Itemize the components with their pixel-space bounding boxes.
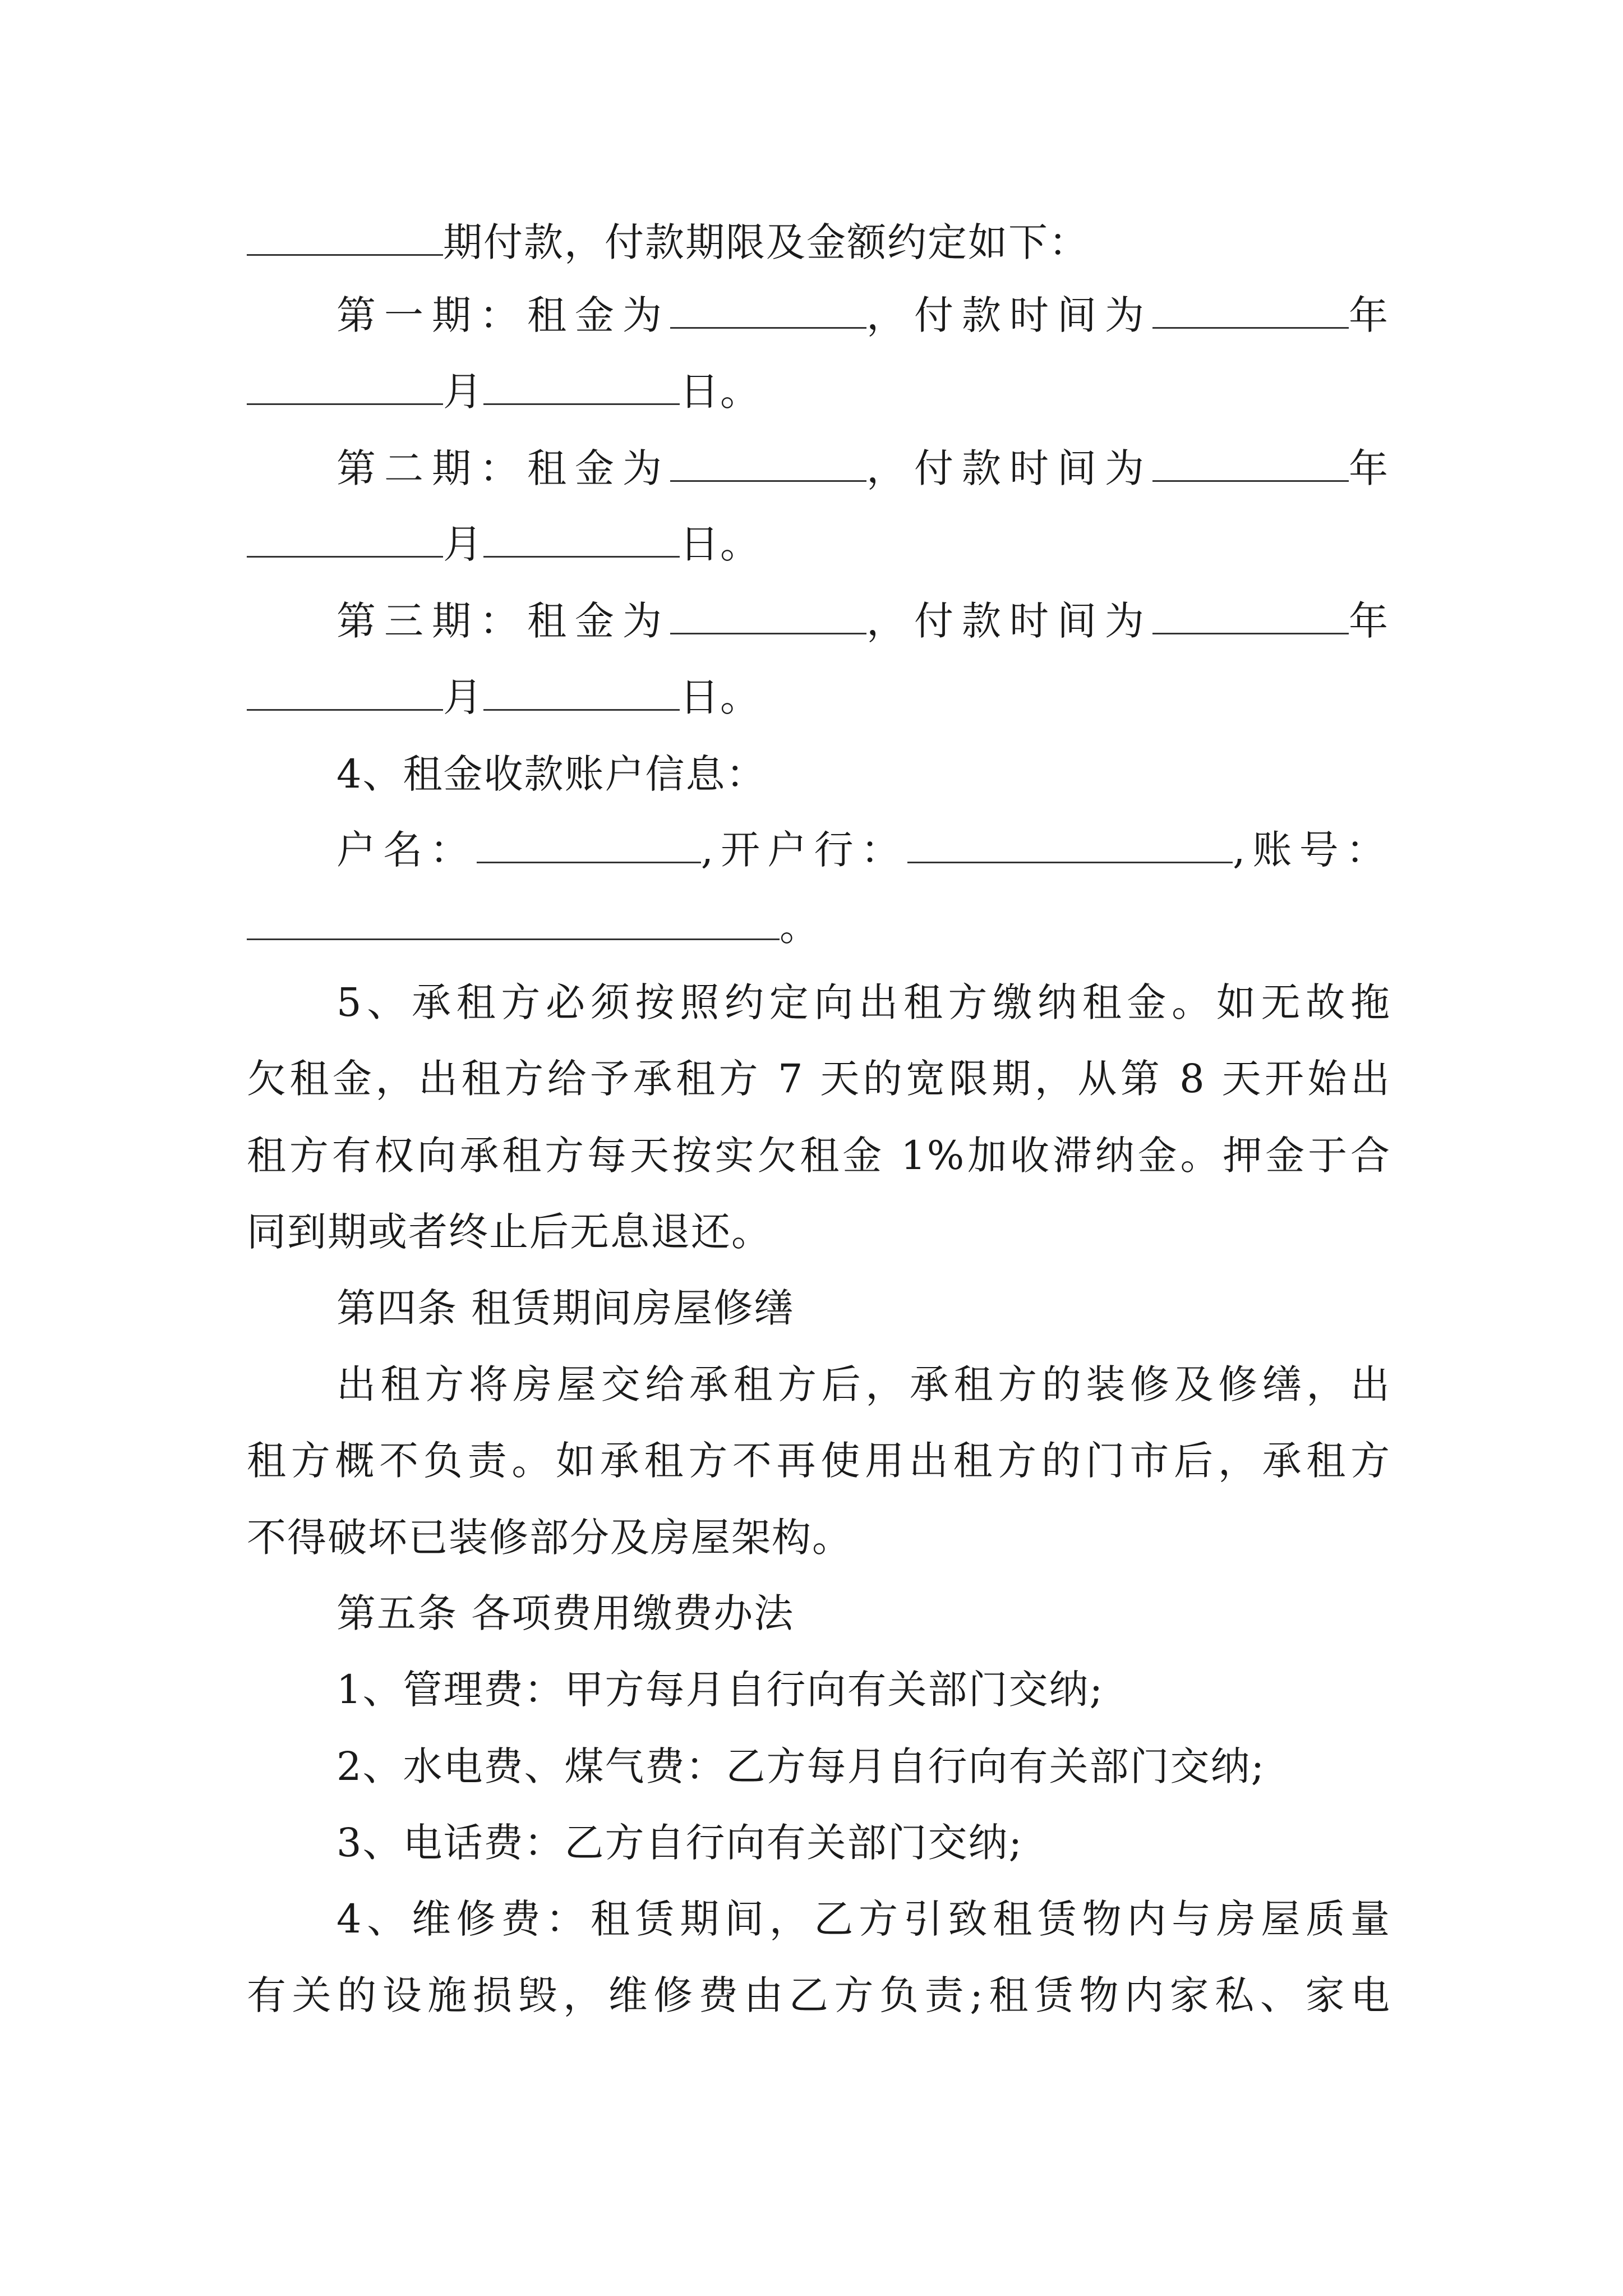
account-number-label: ,账号：: [1233, 827, 1391, 873]
blank-field: [247, 366, 443, 405]
blank-field: [483, 366, 680, 405]
installment-2-date-line: [247, 510, 1391, 578]
installment-month: 月: [443, 674, 483, 720]
installment-time-label: ，付款时间为: [866, 292, 1152, 338]
installment-month: 月: [443, 521, 483, 567]
installment-3-date-line: [247, 664, 1391, 731]
installment-year: 年: [1349, 445, 1396, 491]
account-bank-label: ,开户行：: [700, 827, 908, 873]
installment-1-date-line: [247, 358, 1391, 425]
article4-line: 租方概不负责。如承租方不再使用出租方的门市后，承租方: [247, 1438, 1391, 1484]
blank-field: [247, 217, 443, 256]
installment-3-line: [336, 587, 1396, 655]
blank-field: [1152, 443, 1349, 482]
account-name-label: 户名：: [336, 827, 477, 873]
clause5-line: 欠租金，出租方给予承租方 7 天的宽限期，从第 8 天开始出: [247, 1056, 1391, 1102]
account-number-line: [247, 893, 1391, 960]
fee-item: 2、水电费、煤气费：乙方每月自行向有关部门交纳;: [336, 1743, 1266, 1789]
installment-day: 日。: [680, 521, 760, 567]
article5-title: 第五条 各项费用缴费办法: [336, 1590, 795, 1636]
installment-time-label: ，付款时间为: [866, 598, 1152, 644]
repair-line: 有关的设施损毁，维修费由乙方负责;租赁物内家私、家电: [247, 1972, 1391, 2018]
installment-label: 第一期：租金为: [336, 292, 670, 338]
installment-1-line: [336, 282, 1396, 349]
installment-year: 年: [1349, 292, 1396, 338]
account-heading: 4、租金收款账户信息：: [336, 751, 767, 797]
clause5-line: 同到期或者终止后无息退还。: [247, 1209, 772, 1255]
account-end: 。: [780, 904, 820, 950]
intro-line: [247, 209, 1391, 276]
installment-time-label: ，付款时间为: [866, 445, 1152, 491]
account-line: [336, 816, 1391, 884]
blank-field: [670, 290, 866, 329]
blank-field: [670, 596, 866, 634]
installment-day: 日。: [680, 674, 760, 720]
blank-field: [1152, 290, 1349, 329]
blank-field: [483, 519, 680, 558]
clause5-line: 5、承租方必须按照约定向出租方缴纳租金。如无故拖: [336, 979, 1391, 1025]
fee-item: 1、管理费：甲方每月自行向有关部门交纳;: [336, 1667, 1104, 1713]
clause5-line: 租方有权向承租方每天按实欠租金 1%加收滞纳金。押金于合: [247, 1133, 1391, 1179]
article4-line: 不得破坏已装修部分及房屋架构。: [247, 1515, 852, 1561]
fee-item: 3、电话费：乙方自行向有关部门交纳;: [336, 1820, 1023, 1866]
blank-field: [247, 901, 780, 940]
intro-text: 期付款，付款期限及金额约定如下：: [443, 219, 1089, 265]
blank-field: [247, 672, 443, 711]
repair-line: 4、维修费：租赁期间，乙方引致租赁物内与房屋质量: [336, 1896, 1391, 1942]
installment-label: 第二期：租金为: [336, 445, 670, 491]
installment-month: 月: [443, 369, 483, 415]
blank-field: [247, 519, 443, 558]
installment-2-line: [336, 435, 1396, 502]
blank-field: [670, 443, 866, 482]
blank-field: [1152, 596, 1349, 634]
installment-year: 年: [1349, 598, 1396, 644]
blank-field: [907, 825, 1233, 863]
article4-title: 第四条 租赁期间房屋修缮: [336, 1285, 795, 1331]
installment-day: 日。: [680, 369, 760, 415]
article4-line: 出租方将房屋交给承租方后，承租方的装修及修缮，出: [336, 1361, 1391, 1407]
blank-field: [477, 825, 701, 863]
installment-label: 第三期：租金为: [336, 598, 670, 644]
blank-field: [483, 672, 680, 711]
